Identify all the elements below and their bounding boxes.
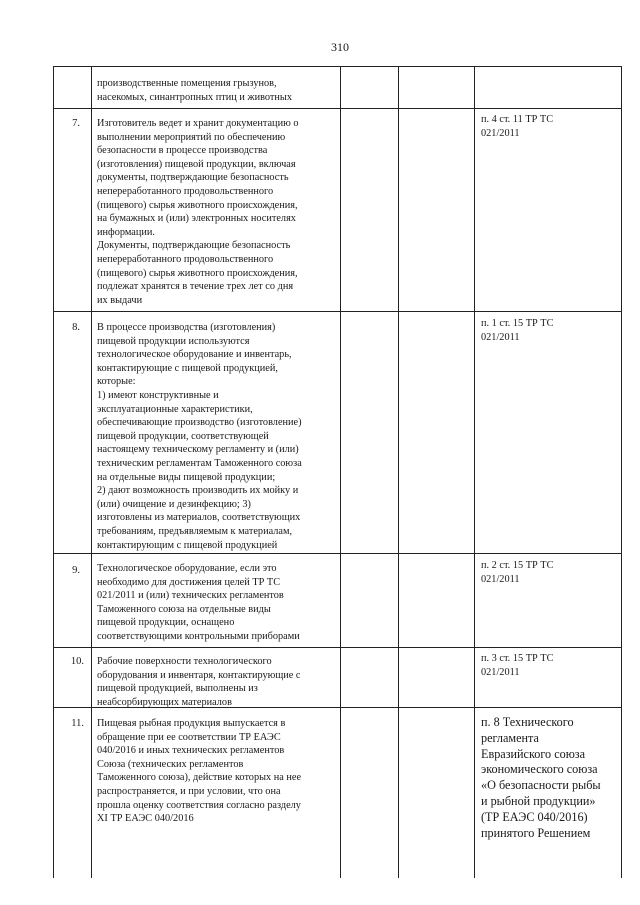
row-border <box>53 311 622 312</box>
column-border <box>474 66 475 878</box>
row-number: 9. <box>72 565 80 576</box>
row-number: 11. <box>71 718 84 729</box>
reference-text: п. 4 ст. 11 ТР ТС 021/2011 <box>481 114 554 139</box>
row-border <box>53 66 622 67</box>
column-border <box>91 66 92 878</box>
column-border <box>53 66 54 878</box>
reference-text: п. 1 ст. 15 ТР ТС 021/2011 <box>481 318 554 343</box>
requirement-text: Рабочие поверхности технологического оборудования и инвентаря, контактирующие с пищевой продукцией, выполнены из неабсорбирующих материалов <box>97 656 301 708</box>
row-number: 7. <box>72 118 80 129</box>
row-number: 8. <box>72 322 80 333</box>
row-border <box>53 553 622 554</box>
column-border <box>340 66 341 878</box>
requirement-text: Пищевая рыбная продукция выпускается в обращение при ее соответствии ТР ЕАЭС 040/2016 и иных технических регламентов Союза (технических регламентов Таможенного союза), действие которых на нее распространяется, и при условии, что она прошла оценку соответствия согласно разделу XI ТР ЕАЭС 040/2016 <box>97 718 302 825</box>
reference-text: п. 2 ст. 15 ТР ТС 021/2011 <box>481 560 554 585</box>
reference-text: п. 3 ст. 15 ТР ТС 021/2011 <box>481 653 554 678</box>
row-border <box>53 647 622 648</box>
column-border <box>398 66 399 878</box>
requirement-text: Технологическое оборудование, если это необходимо для достижения целей ТР ТС 021/2011 и (или) технических регламентов Таможенного союза на отдельные виды пищевой продукции, оснащено соответствующими контрольными приборами <box>97 563 300 642</box>
requirement-text: Изготовитель ведет и хранит документацию о выполнении мероприятий по обеспечению безопасности в процессе производства (изготовления) пищевой продукции, включая документы, подтверждающие безопасность непереработанного продовольственного (пищевого) сырья животного происхождения, на бумажных и (или) электронных носителях информации. Документы, подтверждающие безопасность непереработанного продовольственного (пищевого) сырья животного происхождения, подлежат хранятся в течение трех лет со дня их выдачи <box>97 118 299 306</box>
page-number: 310 <box>331 40 349 54</box>
column-border <box>621 66 622 878</box>
row-border <box>53 108 622 109</box>
requirement-text: В процессе производства (изготовления) пищевой продукции используются технологическое оборудование и инвентарь, контактирующие с пищевой продукцией, которые: 1) имеют конструктивные и эксплуатационные характеристики, обеспечивающие производство (изготовление) пищевой продукции, соответствующей настоящему техническому регламенту и (или) техническим регламентам Таможенного союза на отдельные виды пищевой продукции; 2) дают возможность производить их мойку и (или) очищение и дезинфекцию; 3) изготовлены из материалов, соответствующих требованиям, предъявляемым к материалам, контактирующим с пищевой продукцией <box>97 322 302 551</box>
reference-text: п. 8 Технического регламента Евразийского союза экономического союза «О безопасности рыбы и рыбной продукции» (ТР ЕАЭС 040/2016) принятого Решением <box>481 715 601 840</box>
row-number: 10. <box>70 656 84 667</box>
requirement-text: производственные помещения грызунов, насекомых, синантропных птиц и животных <box>97 78 292 103</box>
